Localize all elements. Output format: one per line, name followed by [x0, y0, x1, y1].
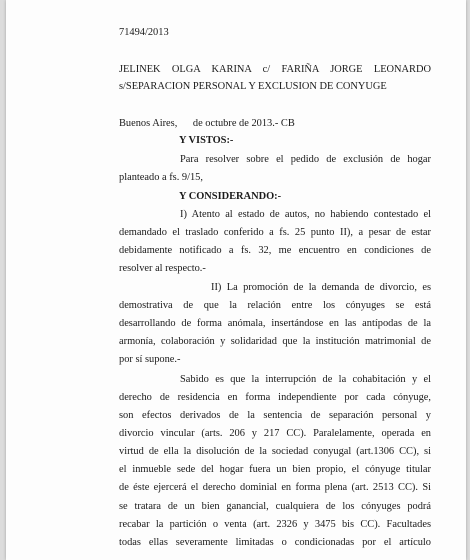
para3-line-5: virtud de ella la disolución de la sociedad conyugal (art.1306 CC), si — [119, 446, 431, 457]
caption-line-2: s/SEPARACION PERSONAL Y EXCLUSION DE CONYUGE — [119, 81, 387, 92]
para3-line-4: divorcio vincular (arts. 206 y 217 CC). Paralelamente, operada en — [119, 428, 431, 439]
para2-line-4: armonía, colaboración y solidaridad que la institución matrimonial de — [119, 336, 431, 347]
vistos-line-2: planteado a fs. 9/15, — [119, 172, 203, 183]
para2-line-5: por sí supone.- — [119, 354, 181, 365]
para3-line-8: se tratara de un bien ganancial, cualquiera de los cónyuges podrá — [119, 501, 431, 512]
para1-line-2: demandado el traslado conferido a fs. 25 punto II), a pesar de estar — [119, 227, 431, 238]
case-number: 71494/2013 — [119, 27, 169, 38]
para3-line-6: el inmueble sede del hogar fuera un bien propio, el cónyuge titular — [119, 464, 431, 475]
para3-line-1: Sabido es que la interrupción de la cohabitación y el — [180, 374, 431, 385]
vistos-line-1: Para resolver sobre el pedido de exclusión de hogar — [180, 154, 431, 165]
vistos-heading: Y VISTOS:- — [179, 135, 234, 146]
para3-line-9: recabar la partición o venta (art. 2326 y 3475 bis CC). Facultades — [119, 519, 431, 530]
para1-line-3: debidamente notificado a fs. 32, me encuentro en condiciones de — [119, 245, 431, 256]
document-page — [6, 0, 466, 560]
considerando-heading: Y CONSIDERANDO:- — [179, 191, 282, 202]
caption-line-1: JELINEK OLGA KARINA c/ FARIÑA JORGE LEONARDO — [119, 64, 431, 75]
para1-line-1: I) Atento al estado de autos, no habiendo contestado el — [180, 209, 431, 220]
para3-line-7: de éste ejercerá el derecho dominial en forma plena (art. 2513 CC). Si — [119, 482, 431, 493]
para2-line-1: II) La promoción de la demanda de divorcio, es — [211, 282, 431, 293]
para3-line-2: derecho de residencia en forma independiente por cada cónyuge, — [119, 392, 431, 403]
para3-line-3: son efectos derivados de la sentencia de separación personal y — [119, 410, 431, 421]
para2-line-2: demostrativa de que la relación entre los cónyuges se está — [119, 300, 431, 311]
para1-line-4: resolver al respecto.- — [119, 263, 206, 274]
para3-line-10: todas ellas severamente limitadas o condicionadas por el artículo — [119, 537, 431, 548]
para2-line-3: desarrollando de forma anómala, insertándose en las antípodas de la — [119, 318, 431, 329]
date-line: Buenos Aires, de octubre de 2013.- CB — [119, 118, 295, 129]
